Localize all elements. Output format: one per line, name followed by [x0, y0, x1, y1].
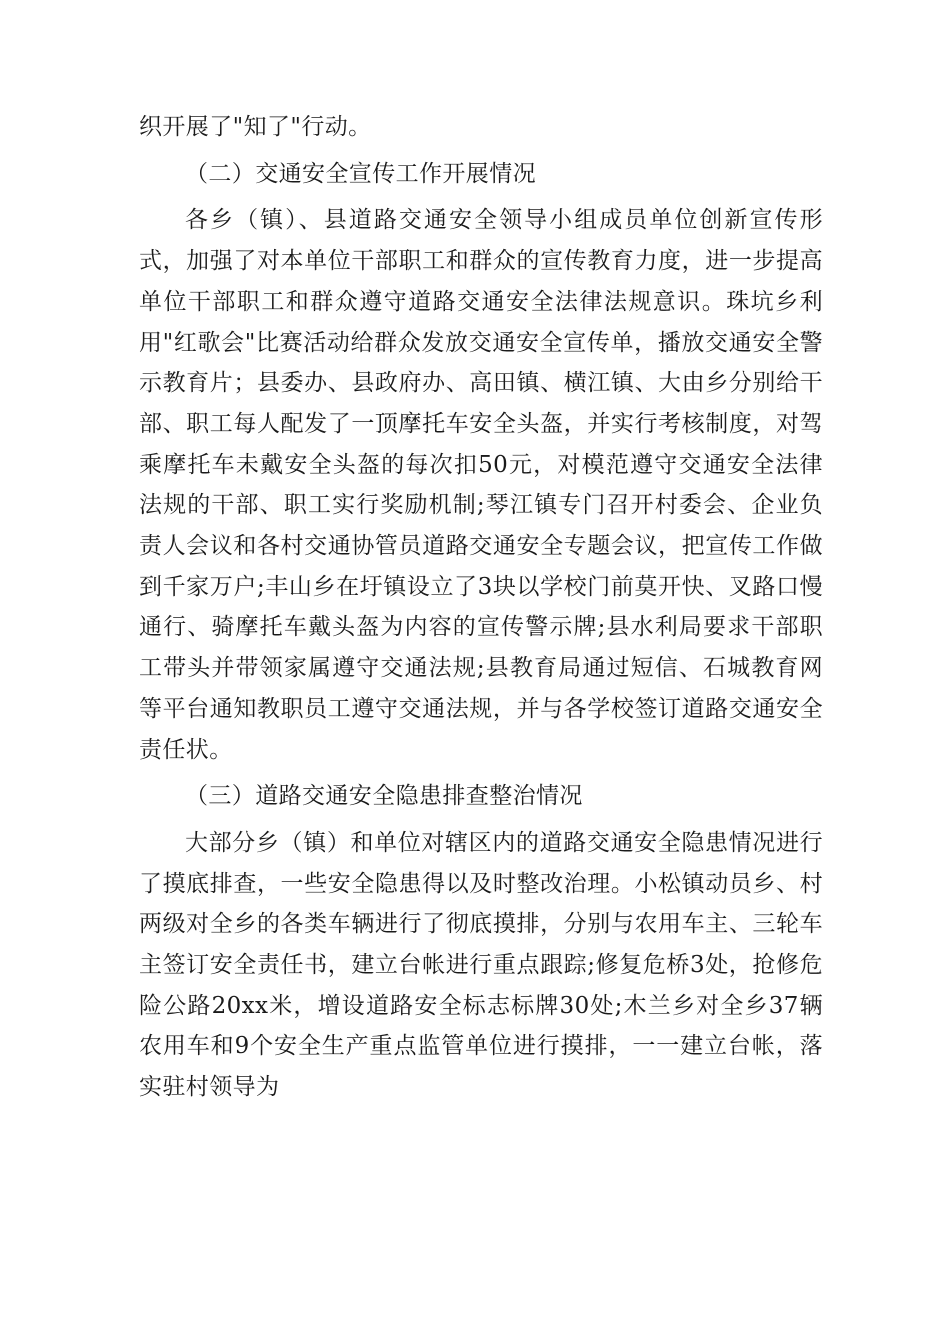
section-2-heading: （二）交通安全宣传工作开展情况	[185, 160, 536, 187]
section-3-paragraph: 大部分乡（镇）和单位对辖区内的道路交通安全隐患情况进行了摸底排查，一些安全隐患得以及时整改治理。小松镇动员乡、村两级对全乡的各类车辆进行了彻底摸排，分别与农用车主、三轮车主签订安全责任书，建立台帐进行重点跟踪;修复危桥3处，抢修危险公路20xx米，增设道路安全标志标牌30处;木兰乡对全乡37辆农用车和9个安全生产重点监管单位进行摸排，一一建立台帐，落实驻村领导为	[139, 829, 823, 1101]
section-2-paragraph: 各乡（镇）、县道路交通安全领导小组成员单位创新宣传形式，加强了对本单位干部职工和群众的宣传教育力度，进一步提高单位干部职工和群众遵守道路交通安全法律法规意识。珠坑乡利用"红歌会"比赛活动给群众发放交通安全宣传单，播放交通安全警示教育片；县委办、县政府办、高田镇、横江镇、大由乡分别给干部、职工每人配发了一顶摩托车安全头盔，并实行考核制度，对驾乘摩托车未戴安全头盔的每次扣50元，对模范遵守交通安全法律法规的干部、职工实行奖励机制;琴江镇专门召开村委会、企业负责人会议和各村交通协管员道路交通安全专题会议，把宣传工作做到千家万户;丰山乡在圩镇设立了3块以学校门前莫开快、叉路口慢通行、骑摩托车戴头盔为内容的宣传警示牌;县水利局要求干部职工带头并带领家属遵守交通法规;县教育局通过短信、石城教育网等平台通知教职员工遵守交通法规，并与各学校签订道路交通安全责任状。	[139, 207, 823, 763]
section-3-heading: （三）道路交通安全隐患排查整治情况	[185, 783, 583, 810]
continuation-paragraph: 织开展了"知了"行动。	[139, 114, 372, 140]
document-body	[139, 107, 823, 1108]
